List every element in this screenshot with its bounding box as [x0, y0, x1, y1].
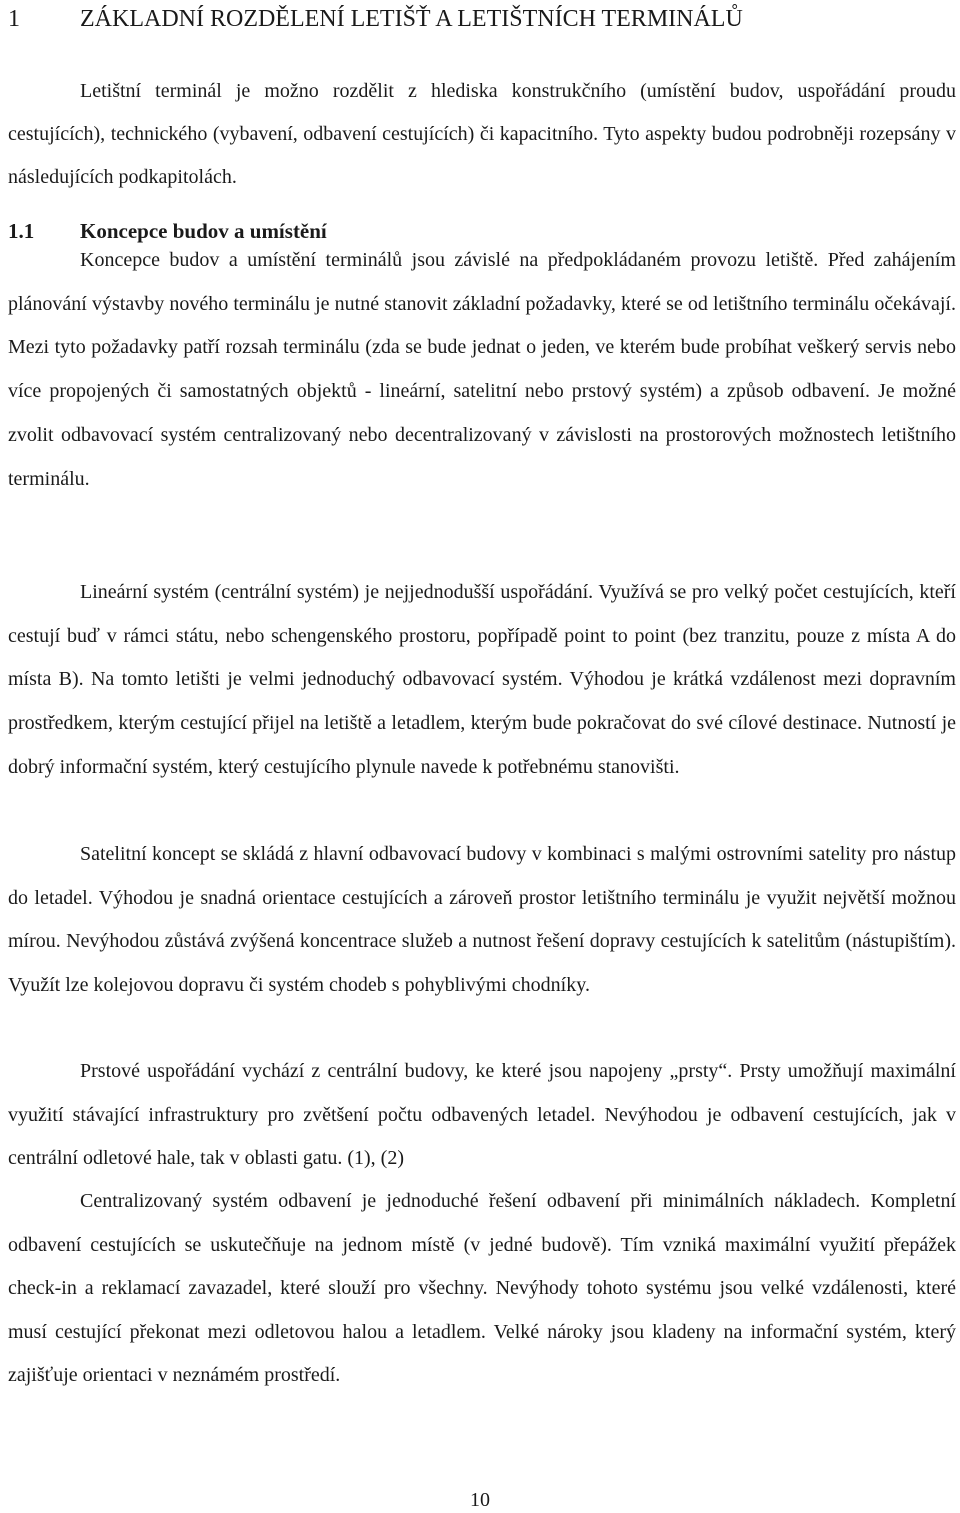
paragraph-satellite-concept: Satelitní koncept se skládá z hlavní odbavovací budovy v kombinaci s malými ostrovními satelity pro nástup do letadel. Výhodou je snadná orientace cestujících a zároveň prostor letištního terminálu je využit největší možnou mírou. Nevýhodou zůstává zvýšená koncentrace služeb a nutnost řešení dopravy cestujících k satelitům (nástupištím). Využít lze kolejovou dopravu či systém chodeb s pohyblivými chodníky. [8, 843, 956, 996]
paragraph-building-concept: Koncepce budov a umístění terminálů jsou závislé na předpokládaném provozu letiště. Před zahájením plánování výstavby nového terminálu je nutné stanovit základní požadavky, které se od letištního terminálu očekávají. Mezi tyto požadavky patří rozsah terminálu (zda se bude jednat o jeden, ve kterém bude probíhat veškerý servis nebo více propojených či samostatných objektů - lineární, satelitní nebo prstový systém) a způsob odbavení. Je možné zvolit odbavovací systém centralizovaný nebo decentralizovaný v závislosti na prostorových možnostech letištního terminálu. [8, 249, 956, 490]
page-number: 10 [470, 1489, 490, 1511]
paragraph-finger-layout: Prstové uspořádání vychází z centrální budovy, ke které jsou napojeny „prsty“. Prsty umožňují maximální využití stávající infrastruktury pro zvětšení počtu odbavených letadel. Nevýhodou je odbavení cestujících, jak v centrální odletové hale, tak v oblasti gatu. (1), (2) [8, 1060, 956, 1169]
paragraph-linear-system: Lineární systém (centrální systém) je nejjednodušší uspořádání. Využívá se pro velký počet cestujících, kteří cestují buď v rámci státu, nebo schengenského prostoru, popřípadě point to point (bez tranzitu, pouze z místa A do místa B). Na tomto letišti je velmi jednoduchý odbavovací systém. Výhodou je krátká vzdálenost mezi dopravním prostředkem, kterým cestující přijel na letiště a letadlem, kterým bude pokračovat do své cílové destinace. Nutností je dobrý informační systém, který cestujícího plynule navede k potřebnému stanovišti. [8, 581, 956, 778]
paragraph-centralized-system: Centralizovaný systém odbavení je jednoduché řešení odbavení při minimálních nákladech. Kompletní odbavení cestujících se uskutečňuje na jednom místě (v jedné budově). Tím vzniká maximální využití přepážek check-in a reklamací zavazadel, které slouží pro všechny. Nevýhody tohoto systému jsou velké vzdálenosti, které musí cestující překonat mezi odletovou halou a letadlem. Velké nároky jsou kladeny na informační systém, který zajišťuje orientaci v neznámém prostředí. [8, 1190, 956, 1386]
chapter-heading [8, 4, 743, 34]
section-title: Koncepce budov a umístění [80, 219, 327, 243]
chapter-number: 1 [8, 6, 20, 32]
chapter-title: ZÁKLADNÍ ROZDĚLENÍ LETIŠŤ A LETIŠTNÍCH TERMINÁLŮ [80, 6, 743, 32]
section-number: 1.1 [8, 219, 35, 243]
intro-paragraph: Letištní terminál je možno rozdělit z hlediska konstrukčního (umístění budov, uspořádání proudu cestujících), technického (vybavení, odbavení cestujících) či kapacitního. Tyto aspekty budou podrobněji rozepsány v následujících podkapitolách. [8, 80, 956, 188]
